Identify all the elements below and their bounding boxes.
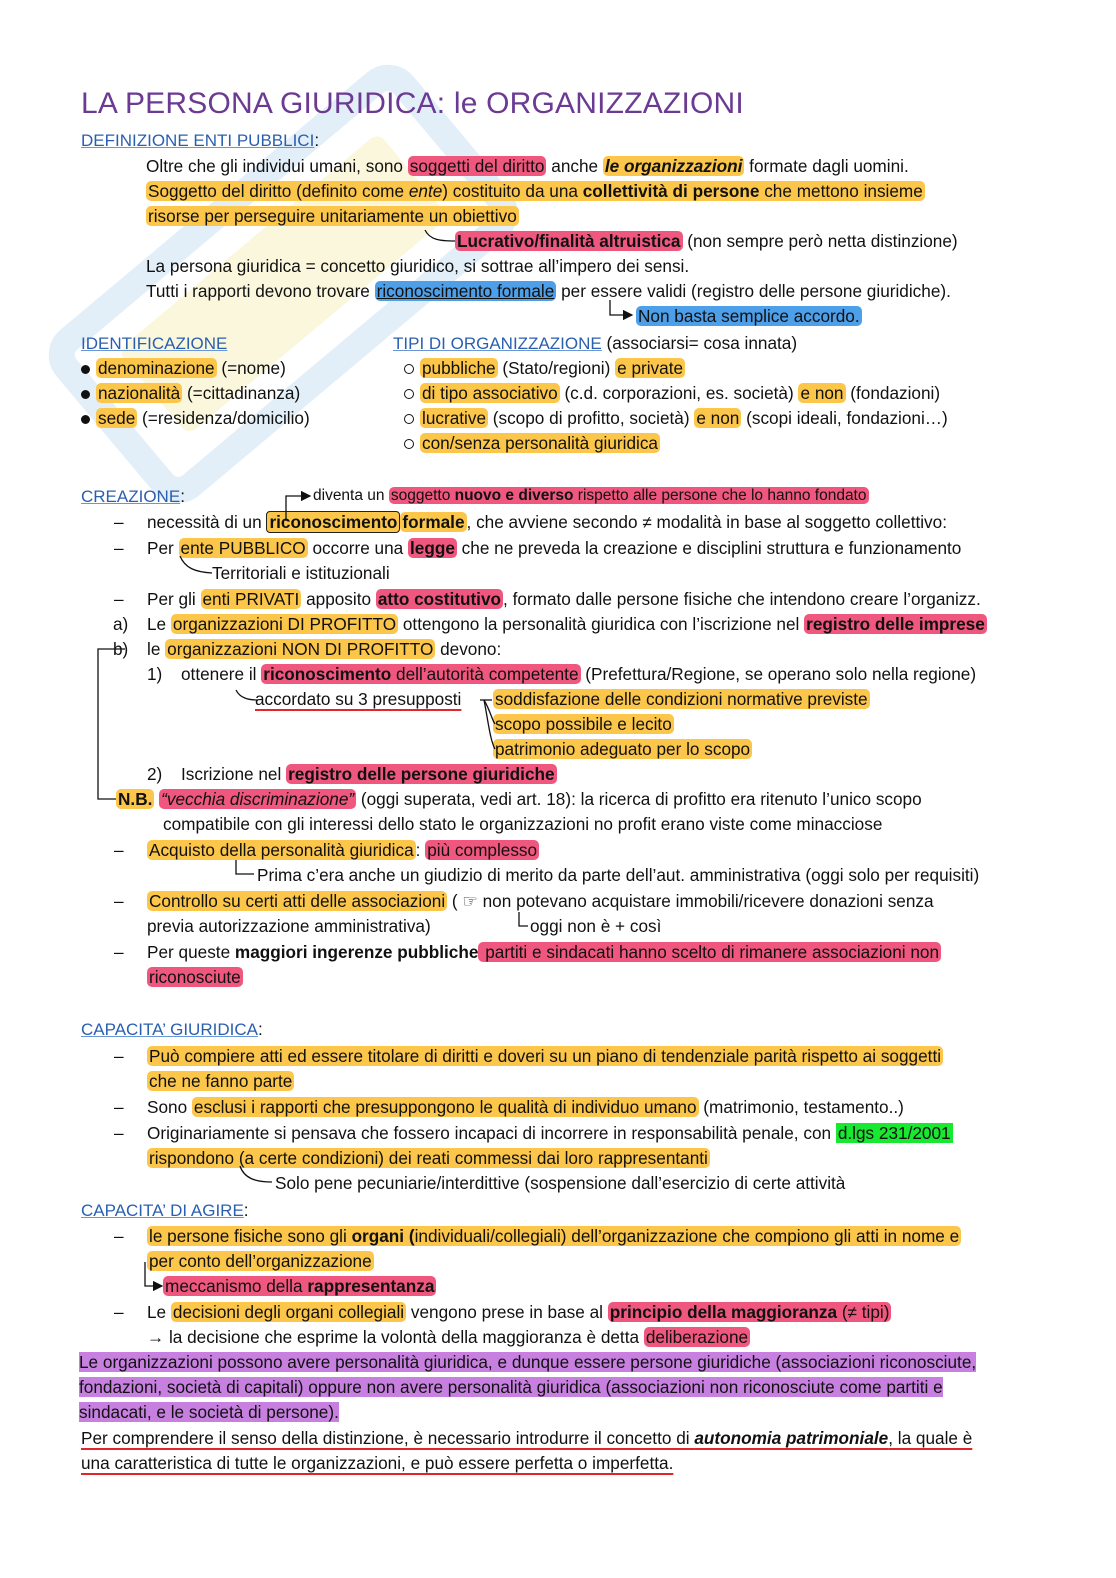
tipi-item: pubbliche (Stato/regioni) e private (404, 356, 685, 380)
ingerenze-line: Per queste maggiori ingerenze pubbliche partiti e sindacati hanno scelto di rimanere associazioni non (147, 942, 940, 962)
connector-line (425, 230, 455, 241)
dash-marker: – (114, 1123, 124, 1143)
capg-line-3: Sono esclusi i rapporti che presuppongono le qualità di individuo umano (matrimonio, testamento..) (147, 1097, 904, 1117)
def-line-1: Oltre che gli individui umani, sono soggetti del diritto anche le organizzazioni formate dagli uomini. (146, 156, 909, 176)
dash-marker: – (114, 1302, 124, 1322)
cre-line-b: le organizzazioni NON DI PROFITTO devono: (147, 639, 502, 659)
def-line-2: Soggetto del diritto (definito come ente) costituito da una collettività di persone che mettono insieme (148, 181, 923, 201)
section-heading-capacita-giuridica: CAPACITA’ GIURIDICA: (81, 1019, 263, 1039)
summary-line-1: Le organizzazioni possono avere personalità giuridica, e dunque essere persone giuridiche (associazioni riconosciute, (79, 1352, 977, 1372)
list-label-1: 1) (147, 664, 163, 684)
tipi-item: con/senza personalità giuridica (404, 431, 660, 455)
dash-marker: – (114, 538, 124, 558)
conclusion-line-1: Per comprendere il senso della distinzione, è necessario introdurre il concetto di autonomia patrimoniale, la quale è (81, 1428, 973, 1448)
acquisto-line: Acquisto della personalità giuridica : più complesso (149, 840, 538, 860)
list-label-2: 2) (147, 764, 163, 784)
conclusion-line-2: una caratteristica di tutte le organizzazioni, e può essere perfetta o imperfetta. (81, 1453, 674, 1473)
bullet-icon (81, 390, 90, 399)
capa-line-2: per conto dell’organizzazione (149, 1251, 372, 1271)
cre-line-3: Territoriali e istituzionali (212, 563, 390, 583)
presupposto-item: patrimonio adeguato per lo scopo (495, 739, 751, 759)
dash-marker: – (114, 1046, 124, 1066)
controllo-line-2: previa autorizzazione amministrativa) (147, 916, 431, 936)
cre-line-n1: ottenere il riconoscimento dell’autorità competente (Prefettura/Regione, se operano solo nella regione) (181, 664, 977, 684)
cre-line-n2: Iscrizione nel registro delle persone giuridiche (181, 764, 555, 784)
list-label-a: a) (113, 614, 129, 634)
ident-item: nazionalità (=cittadinanza) (81, 381, 300, 405)
section-heading-identificazione: IDENTIFICAZIONE (81, 334, 228, 353)
controllo-note: oggi non è + così (530, 916, 662, 936)
dash-marker: – (114, 589, 124, 609)
circle-bullet-icon (404, 439, 414, 449)
def-line-6: Tutti i rapporti devono trovare riconoscimento formale per essere validi (registro delle persone giuridiche). (146, 281, 951, 301)
ident-item: sede (=residenza/domicilio) (81, 406, 310, 430)
tipi-item: di tipo associativo (c.d. corporazioni, es. società) e non (fondazioni) (404, 381, 940, 405)
presupposto-item: scopo possibile e lecito (495, 714, 672, 734)
def-line-3: risorse per perseguire unitariamente un obiettivo (148, 206, 517, 226)
list-label-b: b) (113, 639, 129, 659)
presupposti-label: accordato su 3 presupposti (255, 689, 462, 709)
summary-line-3: sindacati, e le società di persone). (79, 1402, 339, 1422)
cre-line-4: Per gli enti PRIVATI apposito atto costitutivo , formato dalle persone fisiche che intendono creare l’organizz. (147, 589, 981, 609)
capg-line-1: Può compiere atti ed essere titolare di diritti e doveri su un piano di tendenziale parità rispetto ai soggetti (149, 1046, 942, 1066)
presupposto-item: soddisfazione delle condizioni normative previste (495, 689, 868, 709)
bullet-icon (81, 365, 90, 374)
ingerenze-line-2: riconosciute (149, 967, 241, 987)
circle-bullet-icon (404, 364, 414, 374)
capa-line-5: → la decisione che esprime la volontà della maggioranza è detta deliberazione (147, 1327, 749, 1347)
section-heading-creazione: CREAZIONE: (81, 486, 185, 506)
circle-bullet-icon (404, 389, 414, 399)
def-line-5: La persona giuridica = concetto giuridico, si sottrae all’impero dei sensi. (146, 256, 690, 276)
section-heading-capacita-agire: CAPACITA’ DI AGIRE: (81, 1200, 249, 1220)
creazione-note: diventa un soggetto nuovo e diverso rispetto alle persone che lo hanno fondato (313, 487, 867, 504)
capg-line-6: Solo pene pecuniarie/interdittive (sospensione dall’esercizio di certe attività (275, 1173, 846, 1193)
nb-line-2: compatibile con gli interessi dello stato le organizzazioni no profit erano viste come minacciose (163, 814, 883, 834)
controllo-line: Controllo su certi atti delle associazioni ( ☞ non potevano acquistare immobili/ricevere donazioni senza (149, 891, 934, 911)
dash-marker: – (114, 1226, 124, 1246)
circle-bullet-icon (404, 414, 414, 424)
page-title: LA PERSONA GIURIDICA: le ORGANIZZAZIONI (81, 87, 744, 120)
acquisto-note: Prima c’era anche un giudizio di merito da parte dell’aut. amministrativa (oggi solo per requisiti) (257, 865, 980, 885)
section-heading-tipi: TIPI DI ORGANIZZAZIONE (associarsi= cosa innata) (393, 333, 798, 353)
connector-line (519, 912, 528, 926)
def-line-4: Lucrativo/finalità altruistica (non sempre però netta distinzione) (457, 231, 958, 251)
dash-marker: – (114, 942, 124, 962)
ident-item: denominazione (=nome) (81, 356, 286, 380)
bracket-line (98, 649, 125, 799)
capg-line-5: rispondono (a certe condizioni) dei reati commessi dai loro rappresentanti (149, 1148, 708, 1168)
dash-marker: – (114, 1097, 124, 1117)
dash-marker: – (114, 840, 124, 860)
capa-line-3: meccanismo della rappresentanza (165, 1276, 435, 1296)
connector-line (236, 860, 254, 874)
section-heading-definizione: DEFINIZIONE ENTI PUBBLICI: (81, 130, 320, 150)
cre-line-2: Per ente PUBBLICO occorre una legge che ne preveda la creazione e disciplini struttura e funzionamento (147, 538, 962, 558)
bullet-icon (81, 415, 90, 424)
dash-marker: – (114, 512, 124, 532)
cre-line-1: necessità di un riconoscimento formale , che avviene secondo ≠ modalità in base al soggetto collettivo: (147, 512, 947, 532)
capa-line-1: le persone fisiche sono gli organi (individuali/collegiali) dell’organizzazione che compiono gli atti in nome e (149, 1226, 960, 1246)
cre-line-a: Le organizzazioni DI PROFITTO ottengono la personalità giuridica con l’iscrizione nel registro delle imprese (147, 614, 985, 634)
capg-line-4: Originariamente si pensava che fossero incapaci di incorrere in responsabilità penale, con d.lgs 231/2001 (147, 1123, 951, 1143)
tipi-item: lucrative (scopo di profitto, società) e non (scopi ideali, fondazioni…) (404, 406, 948, 430)
capa-line-4: Le decisioni degli organi collegiali vengono prese in base al principio della maggioranza (≠ tipi) (147, 1302, 890, 1322)
dash-marker: – (114, 891, 124, 911)
nb-line-1: N.B. “vecchia discriminazione” (oggi superata, vedi art. 18): la ricerca di profitto era ritenuto l’unico scopo (118, 789, 922, 809)
summary-line-2: fondazioni, società di capitali) oppure non avere personalità giuridica (associazioni non riconosciute come partiti e (79, 1377, 943, 1397)
def-line-7: Non basta semplice accordo. (638, 306, 860, 326)
capg-line-2: che ne fanno parte (149, 1071, 293, 1091)
